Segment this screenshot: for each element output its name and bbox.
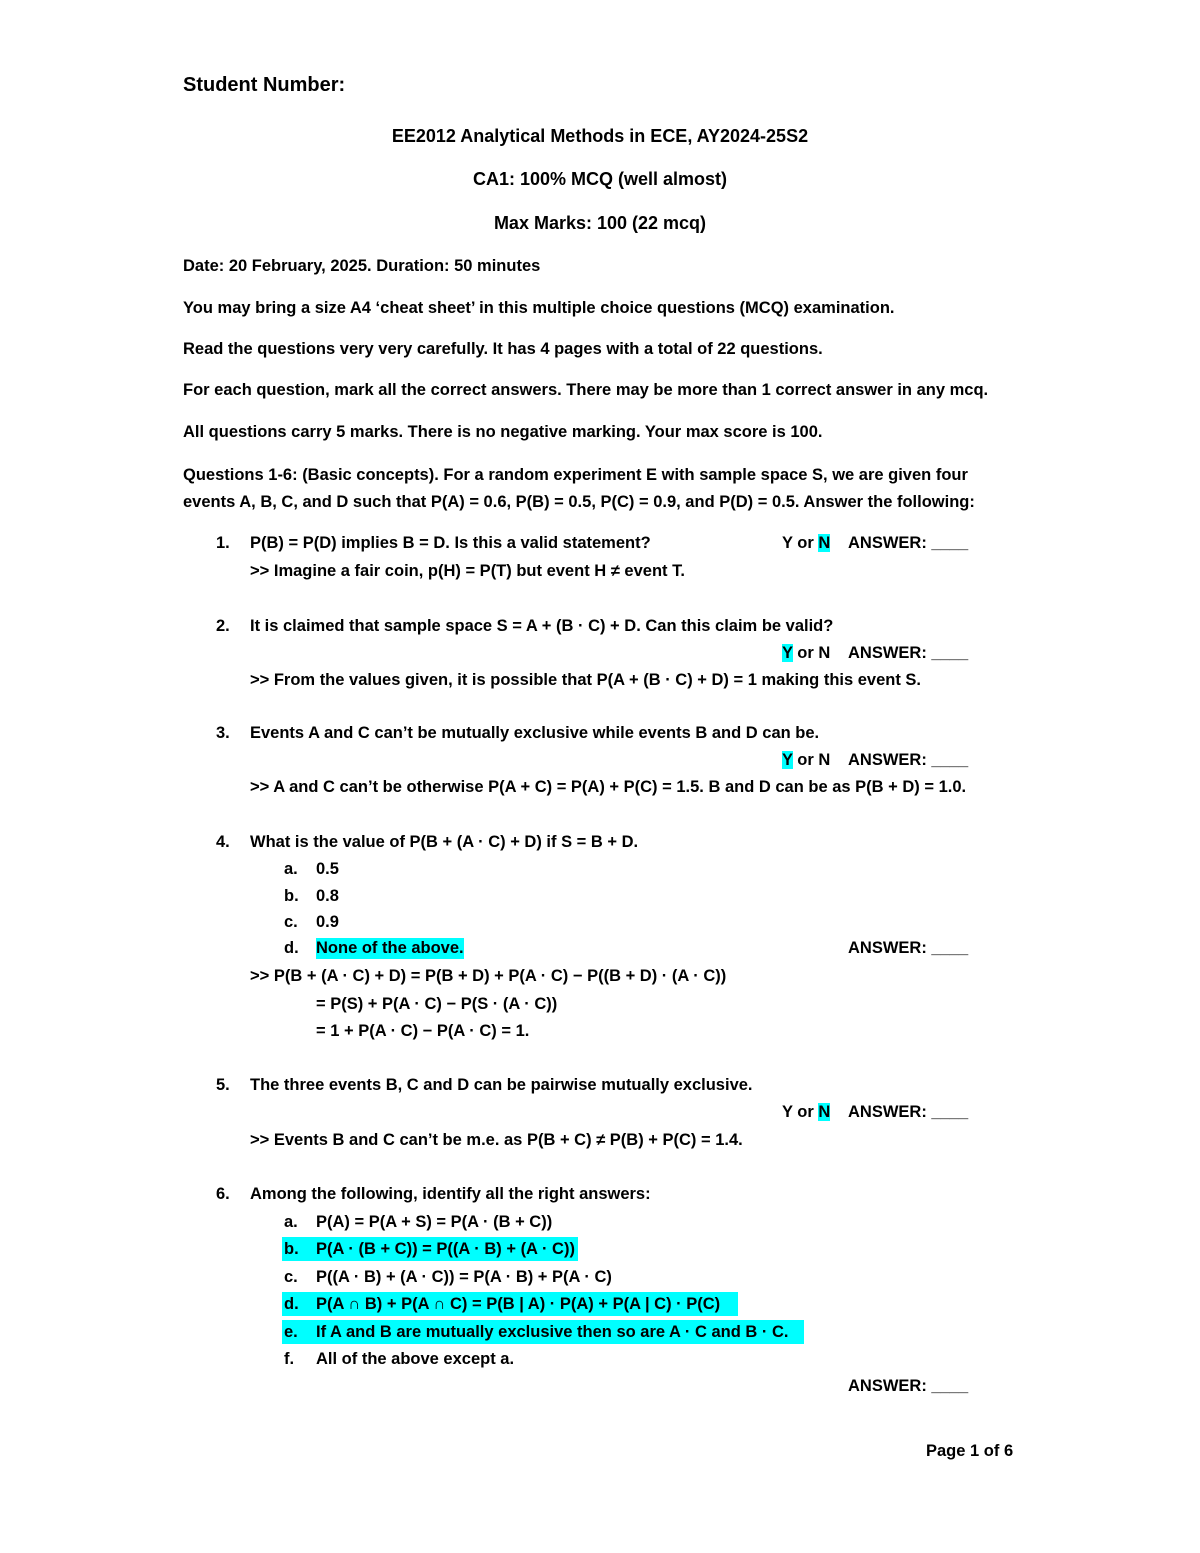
option-d-selected[interactable]: None of the above. bbox=[316, 938, 464, 959]
option-label: b. bbox=[284, 887, 299, 905]
instruction-1: You may bring a size A4 ‘cheat sheet’ in this multiple choice questions (MCQ) examination. bbox=[183, 299, 895, 317]
choice-or: or bbox=[792, 751, 819, 769]
option-label: d. bbox=[284, 939, 299, 957]
work-line-3: = 1 + P(A · C) − P(A · C) = 1. bbox=[316, 1022, 530, 1040]
question-text: Events A and C can’t be mutually exclusive while events B and D can be. bbox=[250, 724, 820, 742]
option-label: e. bbox=[284, 1323, 298, 1341]
work-line-1: >> P(B + (A · C) + D) = P(B + D) + P(A · C) − P((B + D) · (A · C)) bbox=[250, 967, 727, 985]
question-number: 4. bbox=[216, 833, 230, 851]
option-c[interactable]: P((A · B) + (A · C)) = P(A · B) + P(A · C) bbox=[316, 1268, 612, 1286]
answer-blank[interactable]: ANSWER: ____ bbox=[848, 939, 969, 957]
choice-n-selected[interactable]: N bbox=[818, 534, 831, 552]
option-f[interactable]: All of the above except a. bbox=[316, 1350, 515, 1368]
answer-blank[interactable]: ANSWER: ____ bbox=[848, 534, 969, 552]
question-text: It is claimed that sample space S = A + (B · C) + D. Can this claim be valid? bbox=[250, 617, 834, 635]
yes-no-choice[interactable] bbox=[782, 533, 830, 554]
choice-or: or bbox=[792, 534, 819, 552]
option-e-selected[interactable]: If A and B are mutually exclusive then so are A · C and B · C. bbox=[316, 1323, 789, 1341]
choice-or: or bbox=[792, 1103, 819, 1121]
option-a[interactable]: P(A) = P(A + S) = P(A · (B + C)) bbox=[316, 1213, 553, 1231]
instruction-2: Read the questions very very carefully. It has 4 pages with a total of 22 questions. bbox=[183, 340, 823, 358]
question-text: P(B) = P(D) implies B = D. Is this a valid statement? bbox=[250, 534, 651, 552]
answer-note: >> A and C can’t be otherwise P(A + C) = P(A) + P(C) = 1.5. B and D can be as P(B + D) = 1.0. bbox=[250, 778, 967, 796]
yes-no-choice[interactable] bbox=[782, 1102, 830, 1123]
answer-note: >> Events B and C can’t be m.e. as P(B + C) ≠ P(B) + P(C) = 1.4. bbox=[250, 1131, 743, 1149]
yes-no-choice[interactable] bbox=[782, 750, 830, 771]
answer-blank[interactable]: ANSWER: ____ bbox=[848, 1377, 969, 1395]
question-text: What is the value of P(B + (A · C) + D) if S = B + D. bbox=[250, 833, 639, 851]
question-number: 2. bbox=[216, 617, 230, 635]
intro-line-2: events A, B, C, and D such that P(A) = 0.6, P(B) = 0.5, P(C) = 0.9, and P(D) = 0.5. Answer the following: bbox=[183, 493, 975, 511]
course-title: EE2012 Analytical Methods in ECE, AY2024-25S2 bbox=[391, 126, 809, 146]
answer-blank[interactable]: ANSWER: ____ bbox=[848, 1103, 969, 1121]
date-line: Date: 20 February, 2025. Duration: 50 minutes bbox=[183, 257, 541, 275]
question-text: Among the following, identify all the right answers: bbox=[250, 1185, 651, 1203]
choice-n[interactable]: N bbox=[818, 751, 831, 769]
answer-note: >> From the values given, it is possible that P(A + (B · C) + D) = 1 making this event S. bbox=[250, 671, 922, 689]
choice-y[interactable]: Y bbox=[782, 534, 793, 552]
yes-no-choice[interactable] bbox=[782, 643, 830, 664]
option-a[interactable]: 0.5 bbox=[316, 860, 339, 878]
choice-y-selected[interactable]: Y bbox=[782, 751, 793, 769]
option-label: b. bbox=[284, 1240, 299, 1258]
option-b-selected[interactable]: P(A · (B + C)) = P((A · B) + (A · C)) bbox=[316, 1240, 575, 1258]
max-marks: Max Marks: 100 (22 mcq) bbox=[493, 213, 707, 233]
option-d-selected[interactable]: P(A ∩ B) + P(A ∩ C) = P(B | A) · P(A) + P(A | C) · P(C) bbox=[316, 1295, 721, 1313]
choice-y[interactable]: Y bbox=[782, 1103, 793, 1121]
student-number-label: Student Number: bbox=[183, 74, 346, 96]
answer-blank[interactable]: ANSWER: ____ bbox=[848, 751, 969, 769]
work-line-2: = P(S) + P(A · C) − P(S · (A · C)) bbox=[316, 995, 558, 1013]
exam-title: CA1: 100% MCQ (well almost) bbox=[472, 169, 728, 189]
question-number: 1. bbox=[216, 534, 230, 552]
instruction-3: For each question, mark all the correct answers. There may be more than 1 correct answer in any mcq. bbox=[183, 381, 989, 399]
answer-note: >> Imagine a fair coin, p(H) = P(T) but event H ≠ event T. bbox=[250, 562, 685, 580]
option-label: a. bbox=[284, 860, 298, 878]
option-label: c. bbox=[284, 913, 298, 931]
choice-y-selected[interactable]: Y bbox=[782, 644, 793, 662]
option-c[interactable]: 0.9 bbox=[316, 913, 339, 931]
question-number: 5. bbox=[216, 1076, 230, 1094]
choice-n[interactable]: N bbox=[818, 644, 831, 662]
question-number: 3. bbox=[216, 724, 230, 742]
choice-n-selected[interactable]: N bbox=[818, 1103, 831, 1121]
choice-or: or bbox=[792, 644, 819, 662]
question-text: The three events B, C and D can be pairwise mutually exclusive. bbox=[250, 1076, 753, 1094]
option-b[interactable]: 0.8 bbox=[316, 887, 339, 905]
option-label: a. bbox=[284, 1213, 298, 1231]
instruction-4: All questions carry 5 marks. There is no negative marking. Your max score is 100. bbox=[183, 423, 823, 441]
option-label: c. bbox=[284, 1268, 298, 1286]
option-label: f. bbox=[284, 1350, 295, 1368]
answer-blank[interactable]: ANSWER: ____ bbox=[848, 644, 969, 662]
question-number: 6. bbox=[216, 1185, 230, 1203]
intro-line-1: Questions 1-6: (Basic concepts). For a random experiment E with sample space S, we are given four bbox=[183, 466, 968, 484]
option-label: d. bbox=[284, 1295, 299, 1313]
page-number: Page 1 of 6 bbox=[926, 1442, 1014, 1460]
